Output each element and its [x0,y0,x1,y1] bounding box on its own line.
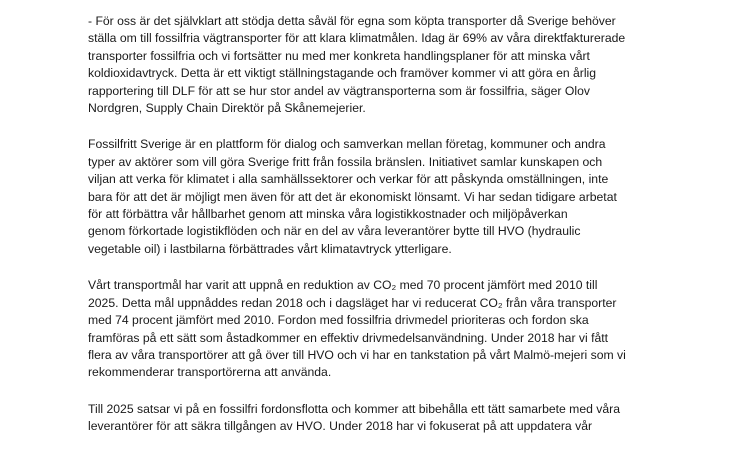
text-line: typer av aktörer som vill göra Sverige fritt från fossila bränslen. Initiativet samlar kunskapen och [88,154,603,169]
text-line: genom förkortade logistikflöden och när en del av våra leverantörer bytte till HVO (hydraulic [88,224,581,239]
text-line: flera av våra transportörer att gå över till HVO och vi har en tankstation på vårt Malmö-mejeri som vi [88,347,626,362]
text-line: 2025. Detta mål uppnåddes redan 2018 och i dagsläget har vi reducerat CO₂ från våra transporter [88,295,617,310]
text-line: Vårt transportmål har varit att uppnå en reduktion av CO₂ med 70 procent jämfört med 2010 till [88,278,598,293]
text-line: för att förbättra vår hållbarhet genom att minska våra logistikkostnader och miljöpåverkan [88,207,568,222]
document-page [88,13,728,455]
text-line: rekommenderar transportörerna att använda. [88,365,332,380]
text-line: ställa om till fossilfria vägtransporter för att klara klimatmålen. Idag är 69% av våra direktfakturerade [88,31,626,46]
text-line: Fossilfritt Sverige är en plattform för dialog och samverkan mellan företag, kommuner och andra [88,137,606,152]
text-line: bara för att det är möjligt men även för att det är ekonomiskt lönsamt. Vi har sedan tidigare arbetat [88,189,617,204]
paragraph-fossilfritt-sverige [88,136,728,258]
text-line: Till 2025 satsar vi på en fossilfri fordonsflotta och kommer att bibehålla ett tätt samarbete med våra [88,401,620,416]
text-line: med 74 procent jämfört med 2010. Fordon med fossilfria drivmedel prioriteras och fordon ska [88,313,589,328]
text-line: transporter fossilfria och vi fortsätter nu med mer konkreta handlingsplaner för att minska vårt [88,48,590,63]
text-line: viljan att verka för klimatet i alla samhällssektorer och verkar för att påskynda omställningen, inte [88,172,609,187]
text-line: rapportering till DLF för att se hur stor andel av vägtransporterna som är fossilfria, säger Olov [88,83,590,98]
text-line: - För oss är det självklart att stödja detta såväl för egna som köpta transporter då Sverige behöver [88,14,616,28]
paragraph-quote [88,13,728,117]
paragraph-2025 [88,401,728,436]
text-line: Nordgren, Supply Chain Direktör på Skånemejerier. [88,101,366,116]
paragraph-transportmal [88,277,728,381]
text-line: vegetable oil) i lastbilarna förbättrades vårt klimatavtryck ytterligare. [88,241,452,256]
text-line: framföras på ett sätt som åstadkommer en effektiv drivmedelsanvändning. Under 2018 har vi fått [88,330,609,345]
text-line: koldioxidavtryck. Detta är ett viktigt ställningstagande och framöver kommer vi att göra en årlig [88,66,597,81]
text-line: leverantörer för att säkra tillgången av HVO. Under 2018 har vi fokuserat på att uppdatera vår [88,419,593,434]
